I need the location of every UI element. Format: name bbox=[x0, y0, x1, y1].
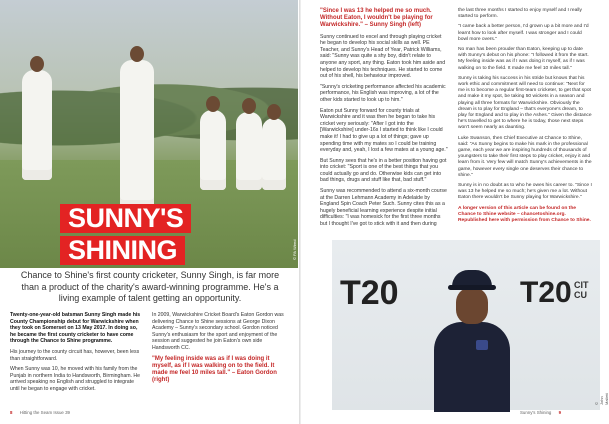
t20-banner-left: T20 bbox=[340, 274, 399, 312]
eaton-gordon-portrait bbox=[430, 270, 514, 410]
body-paragraph: No man has been prouder than Eaton, keeping up to date with Sunny's debut on his phone: "I followed it from the start. My feeling inside was as if I was doing it myself, as if I was walking on to the field. It made me feel 10 miles tall." bbox=[458, 47, 589, 71]
closing-note: A longer version of this article can be found on the Chance to Shine website – chancetoshine.org. Republished here with permission from Chance to Shine. bbox=[458, 205, 591, 224]
fielder-figure bbox=[236, 112, 262, 190]
body-paragraph: Sunny is taking his success in his stride but knows that his work ethic and commitment will need to continue: "Next for me is to become a regular first-team cricketer, to get that spot and make it my spot, be taking 50 wickets in a season and playing all three formats for Warwickshire. Obviously the dream is to play for England – that's everyone's dream, to play for England and to play in the Ashes." Given the distance he's travelled to get to where he is today, those next steps won't seem nearly as daunting. bbox=[458, 75, 592, 131]
body-paragraph: Sunny is in no doubt as to who he owes his career to. "Since I was 13 he helped me so much; he's given me a lot. Without Eaton there wouldn't be Sunny playing for Warwickshire." bbox=[458, 183, 592, 201]
body-paragraph: When Sunny was 10, he moved with his family from the Punjab in northern India to Handsworth, Birmingham. He arrived speaking no English and struggled to integrate until he began to engage with cricket. bbox=[10, 366, 141, 392]
banner-small-text: CIT CU bbox=[574, 280, 589, 300]
page-number: 9 bbox=[558, 410, 562, 415]
t20-banner-right: T20 bbox=[520, 276, 572, 309]
body-paragraph: But Sunny sees that he's in a better position having got into cricket: "Sport is one of the best things that you could actually go and do. Otherwise kids can get into bad things, drugs and stuff like that, bad stuff." bbox=[320, 157, 447, 184]
club-badge bbox=[476, 340, 488, 350]
body-paragraph: "I came back a better person, I'd grown up a bit more and I'd learnt how to look after myself. I was stronger and I could bowl more overs." bbox=[458, 24, 589, 42]
headline-line-1: SUNNY'S bbox=[60, 204, 191, 233]
body-paragraph: In 2009, Warwickshire Cricket Board's Eaton Gordon was delivering Chance to Shine sessions at George Dixon Academy – Sunny's secondary school. Gordon noticed Sunny's enthusiasm for the sport and enjoyment of the session and suggested he join Eaton's own side Handsworth CC. bbox=[152, 312, 284, 351]
portrait-photo bbox=[332, 240, 600, 410]
body-paragraph: Eaton put Sunny forward for county trials at Warwickshire and it was then he began to take his cricket very seriously: "After I got into the [Warwickshire] under-16s I started to think like I could make it! I had to give up a lot of things; gave up spending time with my mates so I could be training everyday and, yeah, I lost a few mates at a young age." bbox=[320, 107, 448, 154]
pull-quote-text: "My feeling inside was as if I was doing it myself, as if I was walking on to the field. It made me feel 10 miles tall." bbox=[152, 355, 275, 376]
photo-credit: © PA Wired bbox=[292, 239, 297, 260]
umpire-figure bbox=[262, 118, 286, 190]
pull-quote bbox=[152, 356, 290, 385]
photo-credit: © John Mallett bbox=[594, 393, 609, 405]
right-column-1 bbox=[320, 8, 448, 232]
pull-quote-top: "Since I was 13 he helped me so much. Without Eaton, I wouldn't be playing for Warwickshire." – Sunny Singh (left) bbox=[320, 8, 433, 29]
body-paragraph: Luke Swanson, then Chief Executive at Chance to Shine, said: "As Sunny begins to make his mark in the professional game, each year we are inspiring hundreds of thousands of youngsters to take their first steps to play cricket, enjoy it and learn from it. Very few will match Sunny's achievements in the game, however every single one deserves their chance to shine." bbox=[458, 135, 592, 178]
magazine-issue: Hitting the Seam Issue 39 bbox=[19, 410, 70, 415]
body-paragraph: His journey to the county circuit has, however, been less than straightforward. bbox=[10, 348, 140, 362]
article-title: Sunny's Shining bbox=[520, 410, 552, 415]
intro-paragraph: Chance to Shine's first county cricketer, Sunny Singh, is far more than a product of the charity's award-winning programme. He's a living example of talent getting an opportunity. bbox=[20, 270, 280, 303]
celebrating-bowler-figure bbox=[120, 60, 154, 210]
headline bbox=[60, 203, 246, 265]
body-paragraph: the last three months I started to enjoy myself and I really started to perform. bbox=[458, 8, 582, 20]
left-column-1 bbox=[10, 312, 144, 397]
pull-quote-attribution: – Eaton Gordon (right) bbox=[152, 369, 277, 384]
right-column-2 bbox=[458, 8, 592, 228]
right-footer bbox=[520, 410, 567, 415]
fielder-figure bbox=[22, 70, 52, 180]
spine bbox=[299, 0, 301, 424]
headline-line-2: SHINING bbox=[60, 236, 185, 265]
page-number: 8 bbox=[10, 410, 13, 415]
lead-paragraph: Twenty-one-year-old batsman Sunny Singh made his County Championship debut for Warwickshire when they took on Somerset on 13 May 2017. In doing so, he became the first county cricketer to have come through the Chance to Shine programme. bbox=[10, 312, 141, 345]
left-column-2 bbox=[152, 312, 290, 388]
fielder-figure bbox=[200, 110, 226, 190]
body-paragraph: Sunny continued to excel and through playing cricket he began to develop his social skills as well. PE Teacher, and Sunny's Head of Year, Patrick Williams, said: "Sunny was quite a shy boy, didn't relate to anyone any sport, any thing. Eaton took him aside and helped to develop his techniques. He started to come out of his shell, his behaviour improved. bbox=[320, 33, 446, 80]
body-paragraph: Sunny was recommended to attend a six-month course at the Darren Lehmann Academy in Adelaide by England Spin Coach Peter Such. Sunny cites this as a hugely beneficial learning experience despite initial difficulties: "I was homesick for the first three months but I thought I've got to stick with it and then during bbox=[320, 188, 447, 228]
left-footer bbox=[10, 410, 70, 415]
body-paragraph: "Sunny's cricketing performance affected his academic performance, his English was improving, a lot of the other kids started to look up to him." bbox=[320, 83, 446, 103]
